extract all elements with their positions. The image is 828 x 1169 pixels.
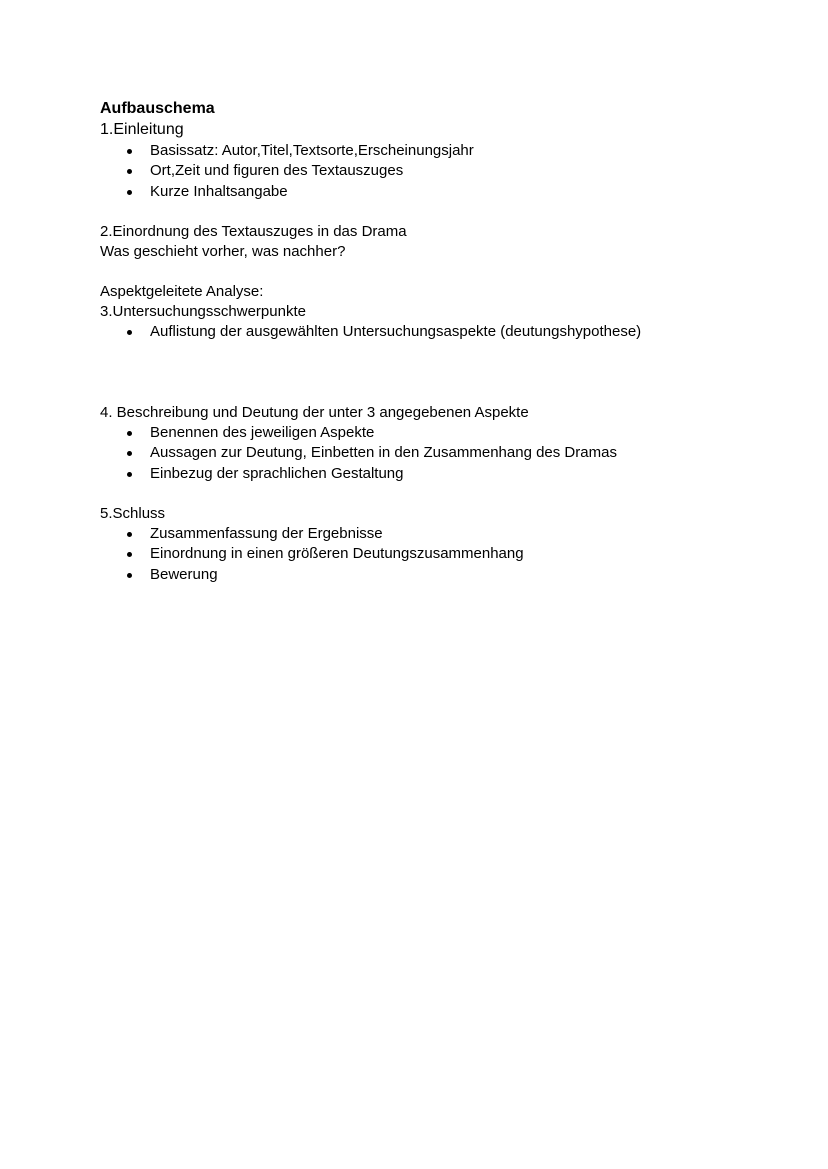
list-item-text: Zusammenfassung der Ergebnisse: [150, 525, 383, 543]
bullet-icon: [127, 451, 132, 456]
bullet-icon: [127, 431, 132, 436]
list-item: [100, 565, 780, 585]
list-item-text: Aussagen zur Deutung, Einbetten in den Zusammenhang des Dramas: [150, 444, 617, 462]
list-item-text: Ort,Zeit und figuren des Textauszuges: [150, 162, 404, 180]
spacer: [100, 202, 780, 222]
list-item: [100, 423, 780, 443]
section-5-heading: 5.Schluss: [100, 505, 166, 523]
list-item: [100, 322, 780, 342]
section-1-heading: 1.Einleitung: [100, 121, 184, 138]
list-item-text: Einbezug der sprachlichen Gestaltung: [150, 464, 404, 482]
section-3-heading: 3.Untersuchungsschwerpunkte: [100, 302, 306, 320]
bullet-icon: [127, 532, 132, 537]
list-item: [100, 524, 780, 544]
list-item-text: Einordnung in einen größeren Deutungszusammenhang: [150, 545, 524, 563]
list-item: [100, 443, 780, 463]
list-item-text: Kurze Inhaltsangabe: [150, 182, 288, 200]
section-4-heading: 4. Beschreibung und Deutung der unter 3 angegebenen Aspekte: [100, 404, 529, 422]
list-item-text: Bewerung: [150, 565, 218, 583]
spacer: [100, 262, 780, 282]
section-5-list: [100, 524, 780, 585]
analysis-label: Aspektgeleitete Analyse:: [100, 282, 264, 300]
list-item-text: Benennen des jeweiligen Aspekte: [150, 424, 375, 442]
bullet-icon: [127, 149, 132, 154]
section-2-heading: 2.Einordnung des Textauszuges in das Drama: [100, 222, 407, 240]
document-content: [100, 99, 780, 585]
section-2-subline: Was geschieht vorher, was nachher?: [100, 242, 346, 260]
spacer: [100, 484, 780, 504]
spacer: [100, 342, 780, 403]
bullet-icon: [127, 552, 132, 557]
section-3-list: [100, 322, 780, 342]
list-item: [100, 141, 780, 161]
bullet-icon: [127, 330, 132, 335]
bullet-icon: [127, 573, 132, 578]
bullet-icon: [127, 190, 132, 195]
section-1-list: [100, 141, 780, 202]
list-item-text: Basissatz: Autor,Titel,Textsorte,Erscheinungsjahr: [150, 142, 474, 159]
bullet-icon: [127, 472, 132, 477]
list-item: [100, 464, 780, 484]
list-item: [100, 544, 780, 564]
bullet-icon: [127, 169, 132, 174]
document-title: Aufbauschema: [100, 100, 215, 117]
list-item: [100, 182, 780, 202]
section-4-list: [100, 423, 780, 484]
list-item: [100, 161, 780, 181]
list-item-text: Auflistung der ausgewählten Untersuchungsaspekte (deutungshypothese): [150, 322, 642, 340]
